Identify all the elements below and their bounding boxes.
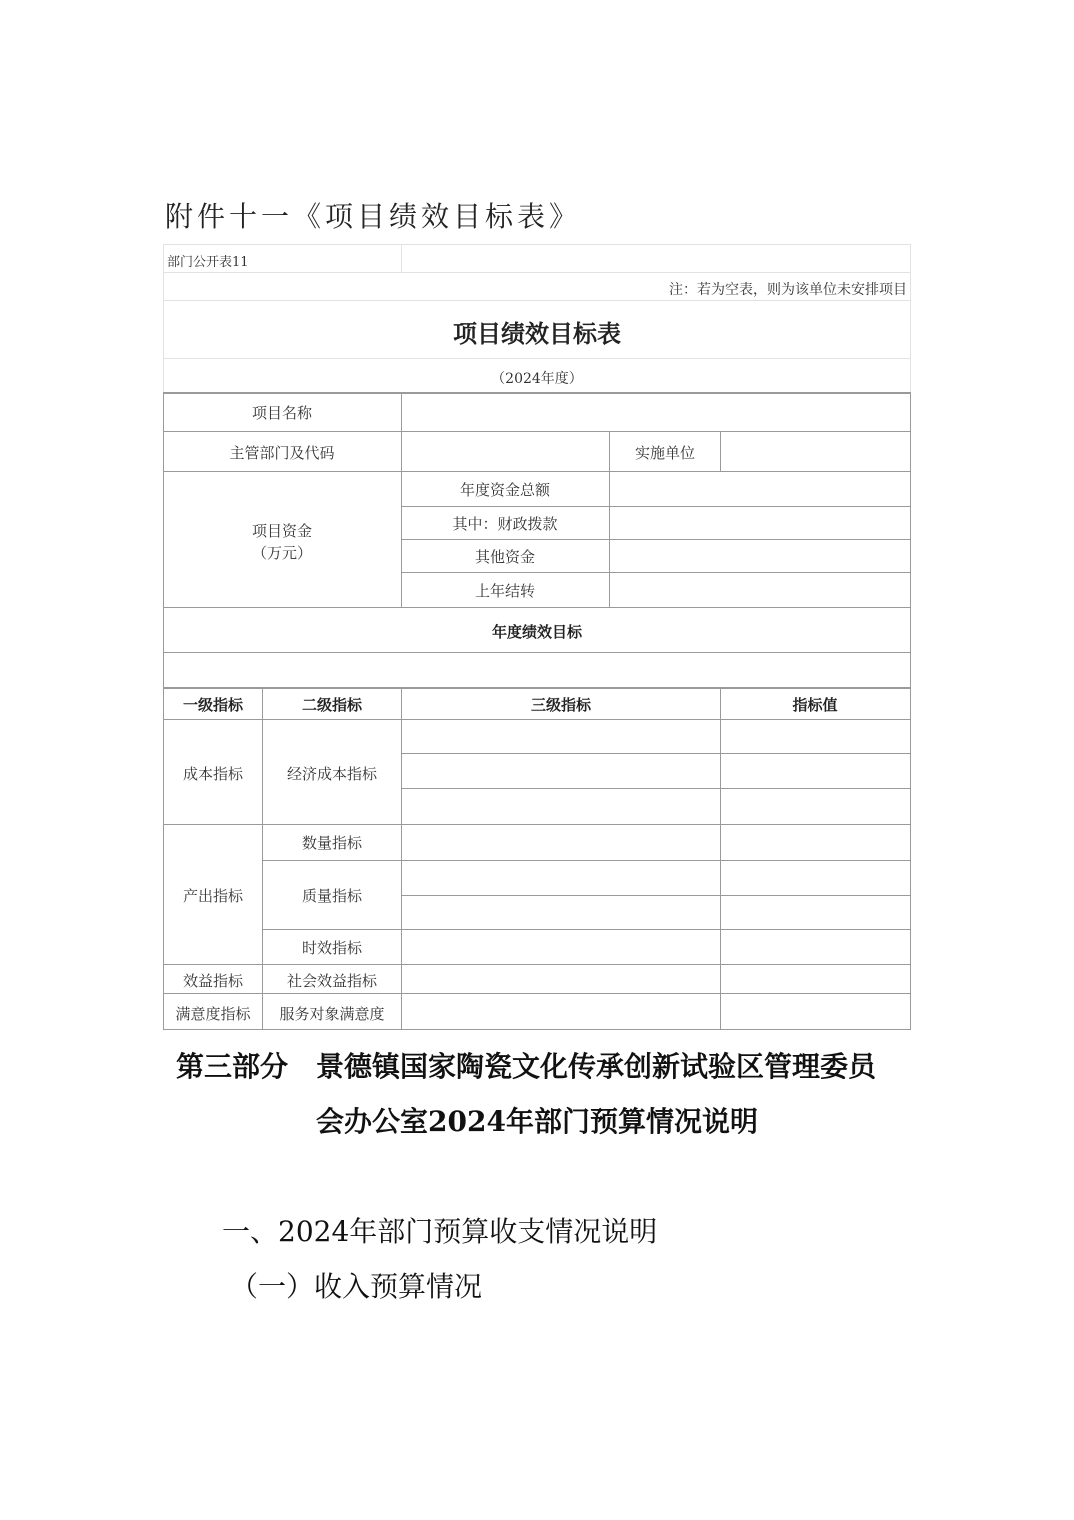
output-timeliness: 时效指标 bbox=[301, 939, 363, 957]
heading-budget-overview: 一、2024年部门预算收支情况说明 bbox=[222, 1215, 658, 1248]
table-line bbox=[163, 272, 911, 273]
table-line bbox=[163, 431, 911, 432]
section-title-line1: 第三部分 景德镇国家陶瓷文化传承创新试验区管理委员 bbox=[176, 1050, 877, 1083]
table-line bbox=[163, 607, 911, 608]
table-line bbox=[401, 788, 911, 789]
table-line bbox=[163, 824, 911, 825]
table-title: 项目绩效目标表 bbox=[453, 319, 621, 348]
table-line bbox=[401, 895, 911, 896]
output-quantity: 数量指标 bbox=[301, 834, 363, 852]
table-line bbox=[163, 358, 911, 359]
funds-label: 项目资金 bbox=[251, 522, 313, 540]
table-line bbox=[163, 300, 911, 301]
table-line bbox=[262, 860, 911, 861]
table-line bbox=[163, 244, 911, 245]
table-line bbox=[910, 392, 911, 1030]
table-line bbox=[163, 471, 911, 472]
table-year: （2024年度） bbox=[491, 371, 583, 387]
section-title-line2: 会办公室2024年部门预算情况说明 bbox=[316, 1105, 758, 1138]
table-line bbox=[401, 687, 402, 1029]
performance-target-table bbox=[163, 244, 911, 1030]
satisfaction-level2: 服务对象满意度 bbox=[279, 1005, 385, 1023]
header-level2: 二级指标 bbox=[301, 696, 363, 714]
table-line bbox=[262, 929, 911, 930]
table-line bbox=[720, 687, 721, 1029]
table-line bbox=[163, 392, 164, 1030]
table-line bbox=[163, 392, 911, 394]
heading-income-budget: （一）收入预算情况 bbox=[230, 1270, 483, 1303]
table-line bbox=[163, 687, 911, 689]
table-line bbox=[401, 506, 911, 507]
benefit-level1: 效益指标 bbox=[182, 972, 244, 990]
project-name-label: 项目名称 bbox=[251, 404, 313, 422]
output-quality: 质量指标 bbox=[301, 887, 363, 905]
funds-row-total: 年度资金总额 bbox=[459, 481, 551, 499]
table-line bbox=[910, 244, 911, 392]
benefit-level2: 社会效益指标 bbox=[286, 972, 378, 990]
table-line bbox=[163, 719, 911, 720]
cost-level2: 经济成本指标 bbox=[286, 765, 378, 783]
table-line bbox=[401, 392, 402, 607]
cost-level1: 成本指标 bbox=[182, 765, 244, 783]
impl-unit-label: 实施单位 bbox=[634, 444, 696, 462]
header-level3: 三级指标 bbox=[530, 696, 592, 714]
attachment-title: 附件十一《项目绩效目标表》 bbox=[165, 200, 582, 233]
output-level1: 产出指标 bbox=[182, 887, 244, 905]
table-line bbox=[163, 964, 911, 965]
table-line bbox=[609, 431, 610, 607]
funds-unit: （万元） bbox=[251, 544, 313, 562]
table-line bbox=[163, 1029, 911, 1030]
table-line bbox=[163, 652, 911, 653]
funds-row-fiscal: 其中：财政拨款 bbox=[452, 515, 558, 533]
satisfaction-level1: 满意度指标 bbox=[175, 1005, 251, 1023]
table-line bbox=[401, 539, 911, 540]
header-level1: 一级指标 bbox=[182, 696, 244, 714]
table-line bbox=[720, 431, 721, 471]
table-line bbox=[401, 753, 911, 754]
table-line bbox=[401, 244, 402, 272]
table-note: 注：若为空表，则为该单位未安排项目 bbox=[669, 282, 907, 298]
table-line bbox=[163, 244, 164, 392]
dept-code-label: 主管部门及代码 bbox=[229, 444, 335, 462]
table-line bbox=[401, 572, 911, 573]
annual-goal-label: 年度绩效目标 bbox=[491, 623, 583, 641]
header-value: 指标值 bbox=[792, 696, 838, 714]
funds-row-carryover: 上年结转 bbox=[474, 582, 536, 600]
funds-row-other: 其他资金 bbox=[474, 548, 536, 566]
table-line bbox=[163, 993, 911, 994]
form-number: 部门公开表11 bbox=[167, 255, 249, 270]
table-line bbox=[262, 687, 263, 1029]
